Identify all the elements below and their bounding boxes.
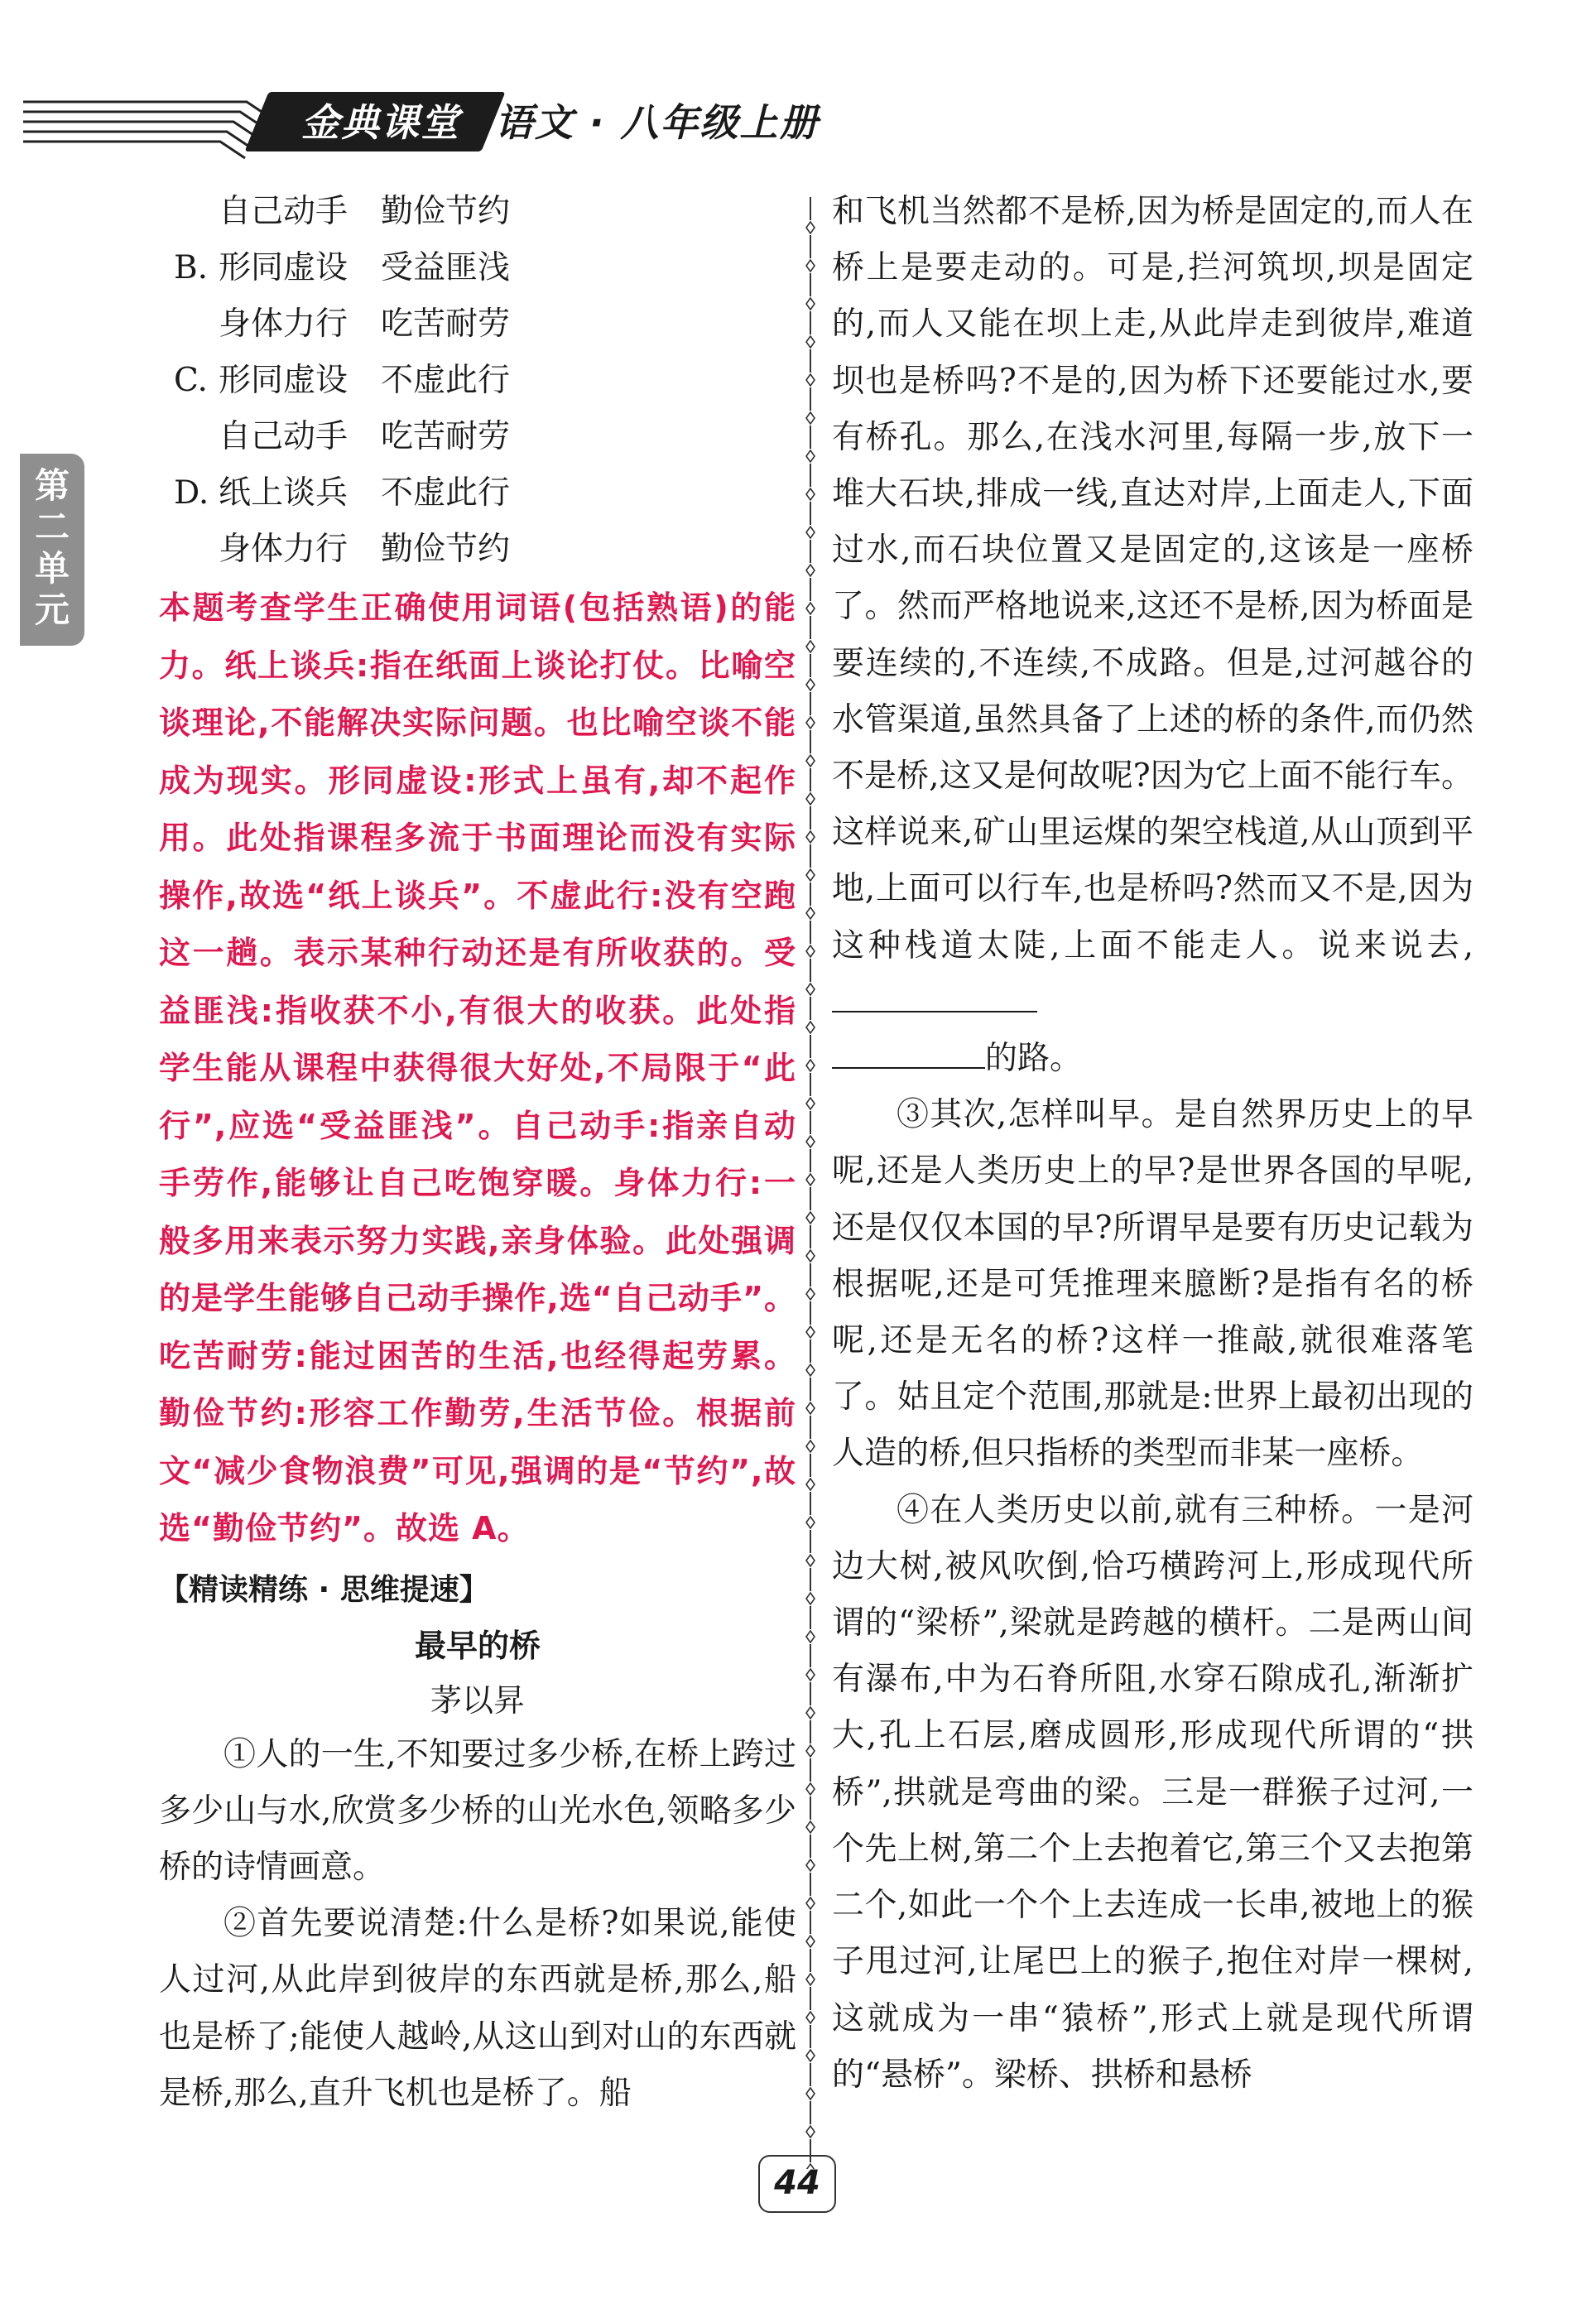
option-term: 形同虚设 — [219, 249, 349, 286]
answer-analysis: 本题考查学生正确使用词语(包括熟语)的能力。纸上谈兵:指在纸面上谈论打仗。比喻空谈理论,不能解决实际问题。也比喻空谈不能成为现实。形同虚设:形式上虽有,却不起作用。此处指课程多流于书面理论而没有实际操作,故选“纸上谈兵”。不虚此行:没有空跑这一趟。表示某种行动还是有所收获的。受益匪浅:指收获不小,有很大的收获。此处指学生能从课程中获得很大好处,不局限于“此行”,应选“受益匪浅”。自己动手:指亲自动手劳作,能够让自己吃饱穿暖。身体力行:一般多用来表示努力实践,亲身体验。此处强调的是学生能够自己动手操作,选“自己动手”。吃苦耐劳:能过困苦的生活,也经得起劳累。勤俭节约:形容工作勤劳,生活节俭。根据前文“减少食物浪费”可见,强调的是“节约”,故选“勤俭节约”。故选 A。 — [159, 589, 796, 1546]
paragraph-text: 的路。 — [985, 1040, 1083, 1078]
option-row — [159, 184, 796, 240]
right-column — [832, 184, 1473, 2104]
section-title: 【精读精练 · 思维提速】 — [159, 1572, 489, 1607]
option-row — [159, 409, 796, 465]
unit-side-tab-label — [20, 465, 84, 631]
fill-in-blank[interactable] — [832, 1034, 985, 1069]
brand-title: 金典课堂 — [301, 100, 460, 145]
column-divider — [798, 189, 823, 2169]
paragraph-text: 和飞机当然都不是桥,因为桥是固定的,而人在桥上是要走动的。可是,拦河筑坝,坝是固定的,而人又能在坝上走,从此岸走到彼岸,难道坝也是桥吗?不是的,因为桥下还要能过水,要有桥孔。那么,在浅水河里,每隔一步,放下一堆大石块,排成一线,直达对岸,上面走人,下面过水,而石块位置又是固定的,这该是一座桥了。然而严格地说来,这还不是桥,因为桥面是要连续的,不连续,不成路。但是,过河越谷的水管渠道,虽然具备了上述的桥的条件,而仍然不是桥,这又是何故呢?因为它上面不能行车。这样说来,矿山里运煤的架空栈道,从山顶到平地,上面可以行车,也是桥吗?然而又不是,因为这种栈道太陡,上面不能走人。说来说去, — [832, 193, 1473, 964]
unit-tab-char: 元 — [34, 589, 70, 630]
option-row — [159, 296, 796, 353]
option-letter: D. — [174, 474, 209, 512]
unit-tab-char: 二 — [34, 507, 70, 547]
option-row — [159, 353, 796, 409]
option-term: 纸上谈兵 — [219, 474, 349, 512]
option-term: 勤俭节约 — [381, 531, 511, 568]
unit-tab-char: 单 — [34, 548, 70, 589]
option-term: 自己动手 — [219, 418, 349, 455]
option-term: 身体力行 — [219, 531, 349, 568]
option-term: 自己动手 — [219, 193, 349, 230]
option-term: 不虚此行 — [381, 474, 511, 512]
article-paragraph: ①人的一生,不知要过多少桥,在桥上跨过多少山与水,欣赏多少桥的山光水色,领略多少桥的诗情画意。 — [159, 1735, 796, 1886]
article-paragraph: ③其次,怎样叫早。是自然界历史上的早呢,还是人类历史上的早?是世界各国的早呢,还是仅仅本国的早?所谓早是要有历史记载为根据呢,还是可凭推理来臆断?是指有名的桥呢,还是无名的桥?这样一推敲,就很难落笔了。姑且定个范围,那就是:世界上最初出现的人造的桥,但只指桥的类型而非某一座桥。 — [832, 1096, 1473, 1473]
option-term: 吃苦耐劳 — [381, 305, 511, 343]
book-title: 语文 · 八年级上册 — [495, 100, 820, 145]
article-author: 茅以昇 — [430, 1681, 525, 1719]
page-header — [0, 79, 1596, 170]
option-row — [159, 522, 796, 578]
option-term: 不虚此行 — [381, 362, 511, 399]
option-term: 形同虚设 — [219, 362, 349, 399]
option-term: 勤俭节约 — [381, 193, 511, 230]
article-paragraph: ④在人类历史以前,就有三种桥。一是河边大树,被风吹倒,恰巧横跨河上,形成现代所谓的“梁桥”,梁就是跨越的横杆。二是两山间有瀑布,中为石脊所阻,水穿石隙成孔,渐渐扩大,孔上石层,磨成圆形,形成现代所谓的“拱桥”,拱就是弯曲的梁。三是一群猴子过河,一个先上树,第二个上去抱着它,第三个又去抱第二个,如此一个个上去连成一长串,被地上的猴子甩过河,让尾巴上的猴子,抱住对岸一棵树,这就成为一串“猿桥”,形式上就是现代所谓的“悬桥”。梁桥、拱桥和悬桥 — [832, 1491, 1473, 2094]
option-term: 受益匪浅 — [381, 249, 511, 286]
article-title: 最早的桥 — [414, 1627, 541, 1664]
option-list — [159, 184, 796, 578]
option-term: 吃苦耐劳 — [381, 418, 511, 455]
unit-tab-char: 第 — [34, 465, 70, 506]
unit-side-tab — [20, 454, 84, 646]
option-letter: B. — [174, 249, 209, 286]
article-paragraph: ②首先要说清楚:什么是桥?如果说,能使人过河,从此岸到彼岸的东西就是桥,那么,船也是桥了;能使人越岭,从这山到对山的东西就是桥,那么,直升飞机也是桥了。船 — [159, 1905, 796, 2112]
page-number: 44 — [758, 2155, 836, 2213]
option-row — [159, 465, 796, 522]
fill-in-blank[interactable] — [832, 978, 1037, 1012]
option-letter: C. — [174, 362, 208, 399]
option-row — [159, 240, 796, 296]
option-term: 身体力行 — [219, 305, 349, 343]
left-column — [159, 184, 796, 2122]
article-paragraph-continued — [832, 184, 1473, 1087]
